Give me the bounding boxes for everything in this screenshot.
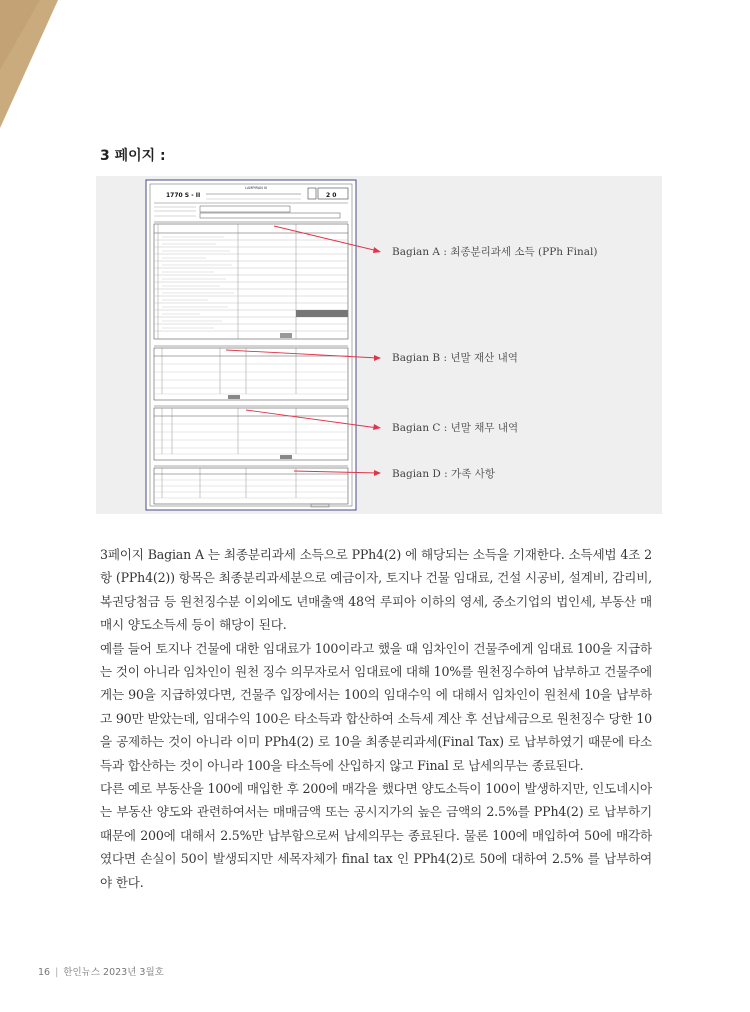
paragraph: 다른 예로 부동산을 100에 매입한 후 200에 매각을 했다면 양도소득이 100이 발생하지만, 인도네시아는 부동산 양도와 관련하여서는 매매금액 또는 공시지가의 높은 금액의 2.5%를 PPh4(2) 로 납부하기 때문에 200에 대해서 2.5%만 납부함으로써 납세의무는 종료된다. 물론 100에 매입하여 50에 매각하였다면 손실이 50이 발생되지만 세목자체가 final tax 인 PPh4(2)로 50에 대하여 2.5% 를 납부하여야 한다.	[100, 781, 652, 890]
tax-form-image	[96, 176, 662, 514]
form-code: 1770 S - II	[166, 192, 201, 199]
article-body	[100, 543, 652, 894]
form-year: 2 0	[326, 192, 337, 199]
label-bagian-b: Bagian B : 년말 재산 내역	[392, 352, 518, 364]
publication-name: 한인뉴스 2023년 3월호	[63, 967, 164, 978]
label-bagian-a: Bagian A : 최종분리과세 소득 (PPh Final)	[392, 246, 598, 258]
label-bagian-c: Bagian C : 년말 채무 내역	[392, 422, 519, 434]
paragraph: 3페이지 Bagian A 는 최종분리과세 소득으로 PPh4(2) 에 해당되는 소득을 기재한다. 소득세법 4조 2항 (PPh4(2)) 항목은 최종분리과세분으로 예금이자, 토지나 건물 임대료, 건설 시공비, 설계비, 감리비, 복권당첨금 등 원천징수분 이외에도 년매출액 48억 루피아 이하의 영세, 중소기업의 법인세, 부동산 매매시 양도소득세 등이 해당이 된다.	[100, 547, 652, 633]
page-footer: 16 | 한인뉴스 2023년 3월호	[38, 967, 164, 978]
label-bagian-d: Bagian D : 가족 사항	[392, 468, 495, 480]
tax-form-figure	[96, 176, 662, 514]
paragraph: 예를 들어 토지나 건물에 대한 임대료가 100이라고 했을 때 임차인이 건물주에게 임대료 100을 지급하는 것이 아니라 임차인이 원천 징수 의무자로서 임대료에 대해 10%를 원천징수하여 납부하고 건물주에게는 90을 지급하였다면, 건물주 입장에서는 100의 임대수익 에 대해서 임차인이 원천세 10을 납부하고 90만 받았는데, 임대수익 100은 타소득과 합산하여 소득세 계산 후 선납세금으로 원천징수 당한 10을 공제하는 것이 아니라 이미 PPh4(2) 로 10을 최종분리과세(Final Tax) 로 납부하였기 때문에 타소득과 합산하는 것이 아니라 100을 타소득에 산입하지 않고 Final 로 납세의무는 종료된다.	[100, 640, 652, 773]
lampiran-text: LAMPIRAN III	[244, 186, 268, 190]
section-title: 3 페이지 :	[100, 148, 166, 164]
corner-decoration	[0, 0, 60, 130]
page-number: 16	[38, 967, 51, 978]
